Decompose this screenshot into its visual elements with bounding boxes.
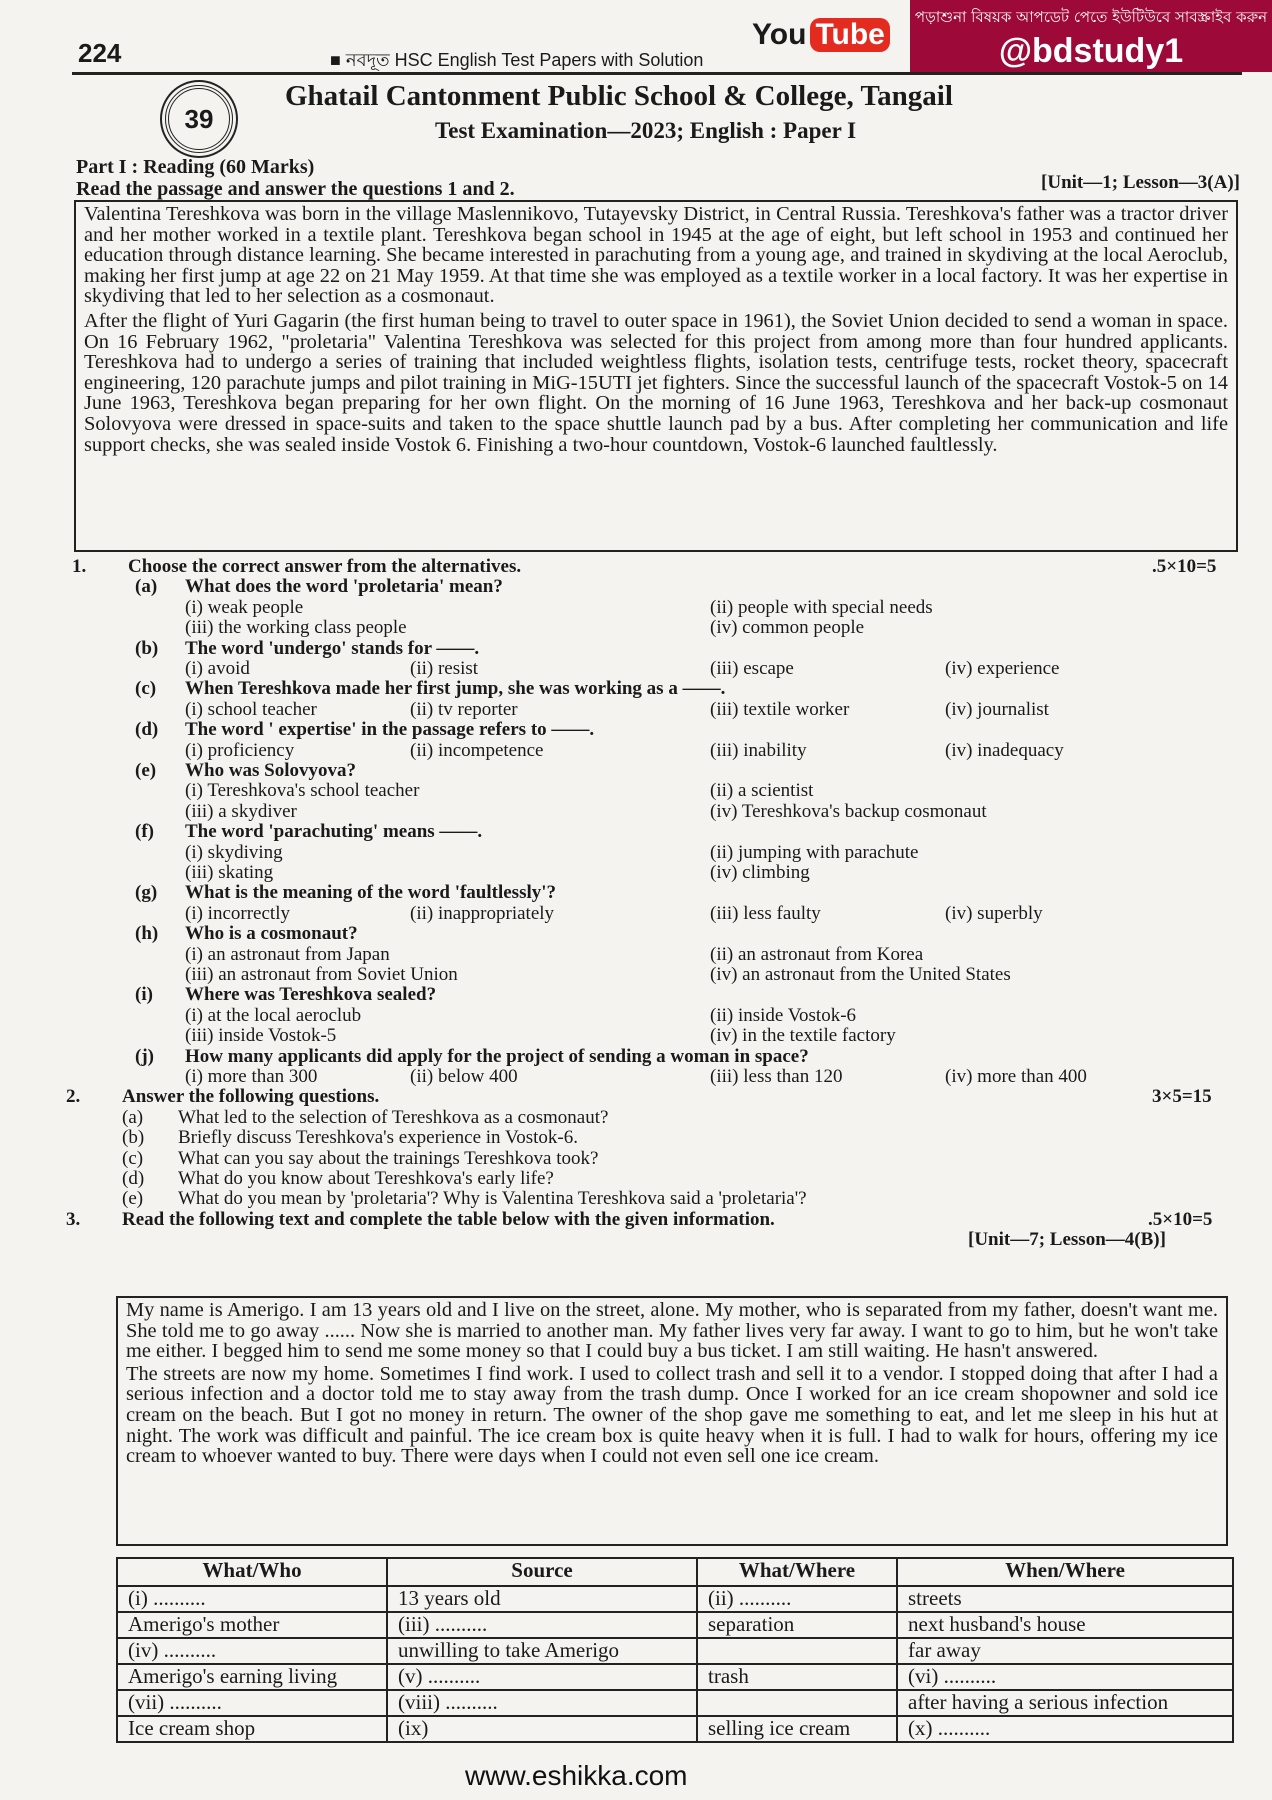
table-cell: streets [897, 1586, 1233, 1612]
option: (i) school teacher [185, 698, 317, 720]
col-header: What/Where [697, 1558, 897, 1586]
table-cell: (i) .......... [117, 1586, 387, 1612]
table-row [117, 1716, 1233, 1742]
option: (iv) inadequacy [945, 739, 1064, 761]
table-cell: (iv) .......... [117, 1638, 387, 1664]
table-cell: next husband's house [897, 1612, 1233, 1638]
marks: .5×10=5 [1148, 1208, 1213, 1230]
table-cell: (ix) [387, 1716, 697, 1742]
marks: .5×10=5 [1152, 556, 1217, 577]
question-text: What does the word 'proletaria' mean? [185, 576, 503, 598]
table-cell: (iii) .......... [387, 1612, 697, 1638]
option: (iv) climbing [710, 862, 810, 883]
option: (i) proficiency [185, 739, 295, 761]
option: (iv) superbly [945, 902, 1043, 924]
item-label: (g) [135, 882, 158, 904]
item-label: (b) [122, 1127, 145, 1149]
option: (i) weak people [185, 596, 304, 618]
table-cell: (vi) .......... [897, 1664, 1233, 1690]
question-text: Briefly discuss Tereshkova's experience in Vostok-6. [178, 1127, 578, 1149]
marks: 3×5=15 [1152, 1086, 1212, 1108]
question-text: What is the meaning of the word 'faultlessly'? [185, 882, 557, 904]
school-title: Ghatail Cantonment Public School & College, Tangail [285, 80, 953, 112]
table-cell: (vii) .......... [117, 1690, 387, 1716]
question-text: When Tereshkova made her first jump, she was working as a ——. [185, 678, 726, 700]
paper-number-badge: 39 [165, 85, 233, 153]
option: (ii) inappropriately [410, 902, 555, 924]
option: (ii) resist [410, 658, 479, 679]
question-number: 3. [66, 1208, 81, 1230]
table-cell: far away [897, 1638, 1233, 1664]
youtube-logo [752, 18, 890, 52]
item-label: (a) [122, 1106, 144, 1128]
reading-passage-2 [116, 1296, 1228, 1546]
question-text: What led to the selection of Tereshkova as a cosmonaut? [178, 1106, 609, 1128]
youtube-you: You [752, 18, 807, 51]
option: (i) skydiving [185, 841, 283, 863]
table-cell: Amerigo's mother [117, 1612, 387, 1638]
paragraph: The streets are now my home. Sometimes I find work. I used to collect trash and sell it to a vendor. I stopped doing that after I had a serious infection and a doctor told me to stay away from the trash dump. Once I worked for an ice cream shopowner and sold ice cream on the beach. But I got no money in return. The owner of the shop gave me something to eat, and let me sleep in his hut at night. The work was difficult and painful. The ice cream box is quite heavy when it is full. I had to walk for hours, offering my ice cream to whoever wanted to buy. There were days when I could not even sell one ice cream. [126, 1362, 1218, 1468]
question-number: 2. [66, 1086, 81, 1108]
option: (ii) a scientist [710, 780, 814, 802]
item-label: (e) [135, 760, 157, 781]
page-number: 224 [78, 38, 122, 68]
table-cell: unwilling to take Amerigo [387, 1638, 697, 1664]
header-rule [72, 72, 1242, 75]
option: (iii) an astronaut from Soviet Union [185, 964, 458, 985]
col-header: When/Where [897, 1558, 1233, 1586]
table-cell: Amerigo's earning living [117, 1664, 387, 1690]
item-label: (h) [135, 923, 159, 945]
paragraph: My name is Amerigo. I am 13 years old and I live on the street, alone. My mother, who is separated from my father, doesn't want me. She told me to go away ...... Now she is married to another man. My father lives very far away. I want to go to him, but he won't take me either. I begged him to send me some money so that I could buy a bus ticket. I am still waiting. He hasn't answered. [126, 1299, 1218, 1363]
table-row [117, 1638, 1233, 1664]
table-cell [697, 1690, 897, 1716]
table-cell: (ii) .......... [697, 1586, 897, 1612]
question-text: The word 'undergo' stands for ——. [185, 637, 480, 659]
table-cell [697, 1638, 897, 1664]
option: (iv) experience [945, 658, 1060, 679]
item-label: (i) [135, 984, 153, 1006]
question-text: What do you know about Tereshkova's early life? [178, 1168, 554, 1189]
option: (iii) skating [185, 862, 274, 883]
watermark-url: www.eshikka.com [465, 1760, 688, 1791]
question-title: Choose the correct answer from the alternatives. [128, 556, 522, 577]
paragraph: Valentina Tereshkova was born in the village Maslennikovo, Tutayevsky District, in Central Russia. Tereshkova's father was a tractor driver and her mother worked in a textile plant. Tereshkova began school in 1945 at the age of eight, but left school in 1953 and continued her education through distance learning. She became interested in parachuting from a young age, and trained in skydiving at the local Aeroclub, making her first jump at age 22 on 21 May 1959. At that time she was employed as a textile worker in a local factory. It was her expertise in skydiving that led to her selection as a cosmonaut. [84, 203, 1228, 308]
unit-label: [Unit—1; Lesson—3(A)] [1041, 172, 1240, 193]
question-text: Who was Solovyova? [185, 760, 357, 781]
table-row [117, 1586, 1233, 1612]
table-cell: (viii) .......... [387, 1690, 697, 1716]
youtube-tube: Tube [810, 18, 889, 52]
question-number: 1. [72, 556, 87, 577]
option: (iv) common people [710, 617, 865, 639]
instruction: Read the passage and answer the questions 1 and 2. [76, 178, 515, 200]
option: (i) incorrectly [185, 902, 290, 924]
option: (iii) less faulty [710, 902, 821, 924]
promo-banner [910, 0, 1272, 72]
option: (iii) inability [710, 739, 807, 761]
option: (i) Tereshkova's school teacher [185, 780, 420, 802]
item-label: (c) [135, 678, 157, 700]
table-row [117, 1690, 1233, 1716]
option: (i) avoid [185, 658, 250, 679]
option: (iii) less than 120 [710, 1066, 843, 1087]
option: (ii) an astronaut from Korea [710, 943, 924, 965]
item-label: (c) [122, 1147, 144, 1169]
option: (ii) jumping with parachute [710, 841, 919, 863]
table-cell: (x) .......... [897, 1716, 1233, 1742]
item-label: (e) [122, 1188, 144, 1210]
table-cell: separation [697, 1612, 897, 1638]
table-row [117, 1612, 1233, 1638]
table-cell: 13 years old [387, 1586, 697, 1612]
question-text: The word 'parachuting' means ——. [185, 821, 483, 843]
option: (ii) below 400 [410, 1066, 518, 1087]
option: (iv) journalist [945, 698, 1049, 720]
option: (iii) escape [710, 658, 794, 679]
question-text: The word ' expertise' in the passage refers to ——. [185, 719, 595, 741]
table-cell: (v) .......... [387, 1664, 697, 1690]
option: (ii) incompetence [410, 739, 544, 761]
item-label: (d) [135, 719, 159, 741]
option: (i) an astronaut from Japan [185, 943, 390, 965]
col-header: Source [387, 1558, 697, 1586]
option: (iii) a skydiver [185, 800, 297, 822]
table-cell: after having a serious infection [897, 1690, 1233, 1716]
table-cell: trash [697, 1664, 897, 1690]
questions-section [0, 557, 1272, 1282]
question-title: Answer the following questions. [122, 1086, 380, 1108]
option: (iii) the working class people [185, 617, 407, 639]
promo-handle: @bdstudy1 [998, 32, 1184, 70]
paragraph: After the flight of Yuri Gagarin (the first human being to travel to outer space in 1961), the Soviet Union decided to send a woman in space. On 16 February 1962, "proletaria" Valentina Tereshkova was selected for this project from among more than four hundred applicants. Tereshkova had to undergo a series of training that included weightless flights, isolation tests, centrifuge tests, rocket theory, spacecraft engineering, 120 parachute jumps and pilot training in MiG-15UTI jet fighters. Since the successful launch of the spacecraft Vostok-5 on 14 June 1963, Tereshkova began preparing for her own flight. On the morning of 16 June 1963, Tereshkova and her back-up cosmonaut Solovyova were dressed in space-suits and taken to the space shuttle launch pad by a bus. After completing her communication and life support checks, she was sealed inside Vostok 6. Finishing a two-hour countdown, Vostok-6 launched faultlessly. [84, 309, 1228, 456]
running-title: ■ নবদূত HSC English Test Papers with Solution [330, 50, 704, 70]
table-row [117, 1664, 1233, 1690]
option: (iii) textile worker [710, 698, 850, 720]
promo-text: পড়াশুনা বিষয়ক আপডেট পেতে ইউটিউবে সাবস্ক্রাইব করুন [914, 8, 1268, 26]
question-text: What do you mean by 'proletaria'? Why is Valentina Tereshkova said a 'proletaria'? [178, 1188, 807, 1210]
option: (iii) inside Vostok-5 [185, 1025, 337, 1047]
option: (iv) an astronaut from the United States [710, 964, 1011, 985]
exam-title: Test Examination—2023; English : Paper I [435, 118, 857, 143]
option: (i) at the local aeroclub [185, 1004, 362, 1026]
item-label: (f) [135, 821, 154, 843]
option: (iv) in the textile factory [710, 1025, 896, 1047]
option: (ii) tv reporter [410, 698, 518, 720]
option: (ii) inside Vostok-6 [710, 1004, 857, 1026]
option: (ii) people with special needs [710, 596, 933, 618]
col-header: What/Who [117, 1558, 387, 1586]
option: (iv) Tereshkova's backup cosmonaut [710, 800, 987, 822]
reading-passage-1 [74, 200, 1238, 552]
question-text: Who is a cosmonaut? [185, 923, 358, 945]
option: (i) more than 300 [185, 1066, 318, 1087]
unit-label: [Unit—7; Lesson—4(B)] [968, 1229, 1166, 1251]
question-text: Where was Tereshkova sealed? [185, 984, 437, 1006]
question-text: What can you say about the trainings Tereshkova took? [178, 1147, 599, 1169]
item-label: (a) [135, 576, 158, 598]
item-label: (b) [135, 637, 159, 659]
info-table [116, 1557, 1234, 1743]
option: (iv) more than 400 [945, 1066, 1087, 1087]
question-title: Read the following text and complete the table below with the given information. [122, 1208, 775, 1230]
item-label: (d) [122, 1168, 145, 1189]
item-label: (j) [135, 1045, 154, 1067]
table-cell: Ice cream shop [117, 1716, 387, 1742]
table-cell: selling ice cream [697, 1716, 897, 1742]
question-text: How many applicants did apply for the project of sending a woman in space? [185, 1045, 809, 1067]
part-heading: Part I : Reading (60 Marks) [76, 156, 315, 178]
